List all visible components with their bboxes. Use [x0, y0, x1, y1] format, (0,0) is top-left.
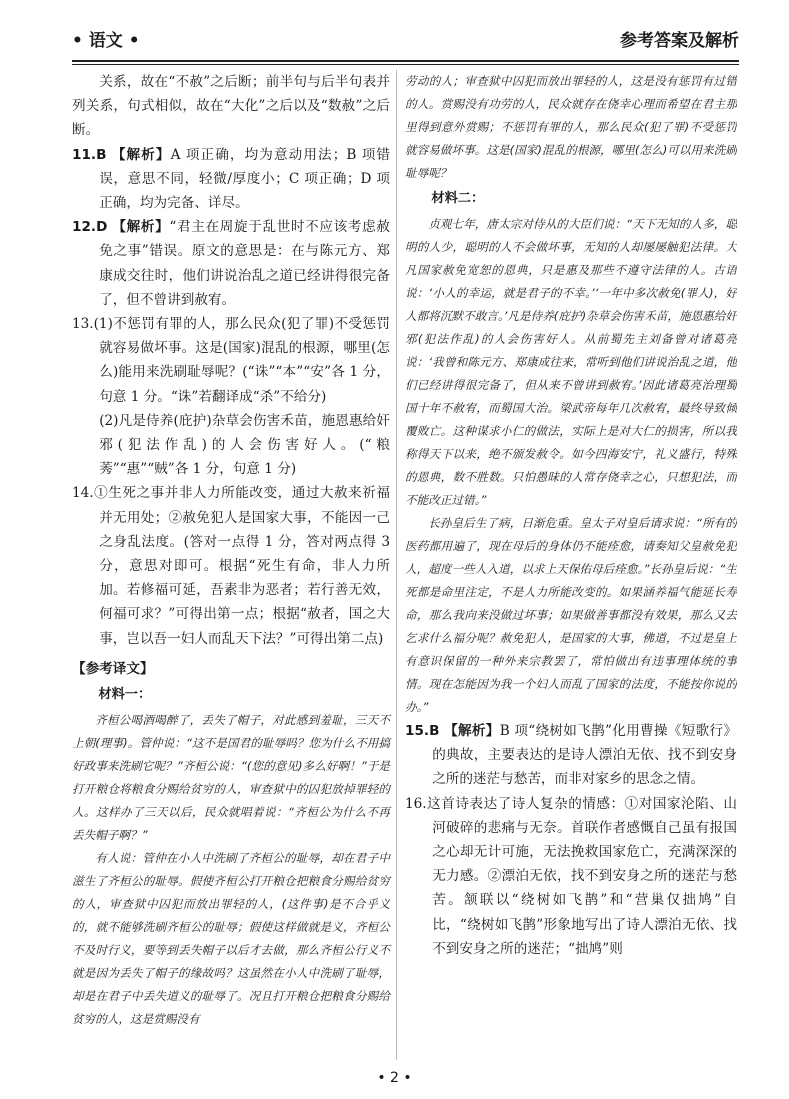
answer-16: 16.这首诗表达了诗人复杂的情感：①对国家沦陷、山河破碎的悲痛与无奈。首联作者感慨自己虽有报国之心却无计可施，无法挽救国家危亡，充满深深的无力感。②漂泊无依，找不到安身之所的迷茫与愁苦。颔联以“绕树如飞鹊”和“营巢仅拙鸠”自比，“绕树如飞鹊”形象地写出了诗人漂泊无依、找不到安身之所的迷茫；“拙鸠”则 — [405, 795, 737, 957]
answer-text: “君主在周旋于乱世时不应该考虑赦免之事”错误。原文的意思是：在与陈元方、郑康成交往时，他们讲说治乱之道已经讲得很完备了，但不曾讲到赦宥。 — [99, 219, 391, 308]
answer-11 — [72, 143, 390, 216]
material-two-paragraph: 贞观七年，唐太宗对侍从的大臣们说：“天下无知的人多，聪明的人少，聪明的人不会做坏事，无知的人却屡屡触犯法律。大凡国家赦免宽恕的恩典，只是惠及那些不遵守法律的人。古语说：‘小人的幸运，就是君子的不幸。’‘一年中多次赦免(罪人)，好人都将沉默不敢言。’凡是侍养(庇护)杂草会伤害禾苗，施恩惠给奸邪(犯法作乱)的人会伤害好人。从前蜀先主刘备曾对诸葛亮说：‘我曾和陈元方、郑康成往来，常听到他们讲说治乱之道，他们已经讲得很完备了，但从来不曾讲到赦宥。’因此诸葛亮治理蜀国十年不赦宥，而蜀国大治。梁武帝每年几次赦宥，最终导致倾覆败亡。这种谋求小仁的做法，实际上是对大仁的损害，所以我称得天下以来，绝不颁发赦令。如今四海安宁，礼义盛行，特殊的恩典，数不胜数。只怕愚昧的人常存侥幸之心，只想犯法，而不能改正过错。” — [405, 217, 737, 507]
header-rule-thin — [72, 64, 739, 65]
reference-translation-heading: 【参考译文】 — [72, 660, 154, 677]
analysis-tag: 【解析】 — [444, 723, 500, 739]
answer-15 — [405, 719, 737, 792]
material-one-title: 材料一： — [98, 686, 152, 702]
material-one-paragraph: 齐桓公喝酒喝醉了，丢失了帽子，对此感到羞耻，三天不上朝(理事)。管仲说：“这不是国君的耻辱吗？您为什么不用搞好政事来洗刷它呢？”齐桓公说：“(您的意见)多么好啊！”于是打开粮仓将粮食分赐给贫穷的人，审查狱中的囚犯放掉罪轻的人。这样办了三天以后，民众就唱着说：“齐桓公为什么不再丢失帽子啊？” — [72, 712, 390, 842]
page-number: • 2 • — [377, 1070, 412, 1086]
answer-number: 12.D — [72, 219, 108, 236]
answer-paragraph: 关系，故在“不赦”之后断；前半句与后半句表并列关系，句式相似，故在“大化”之后以及“数赦”之后断。 — [72, 74, 390, 139]
answer-text: B 项“绕树如飞鹊”化用曹操《短歌行》的典故，主要表达的是诗人漂泊无依、找不到安身之所的迷茫与愁苦，而非对家乡的思念之情。 — [432, 723, 737, 788]
answer-text: A 项正确，均为意动用法；B 项错误，意思不同，轻微/厚度小；C 项正确；D 项正确，均为完备、详尽。 — [99, 146, 390, 212]
analysis-tag: 【解析】 — [112, 219, 170, 236]
material-one-continued: 劳动的人；审查狱中囚犯而放出罪轻的人，这是没有惩罚有过错的人。赏赐没有功劳的人，民众就存在侥幸心理而希望在君主那里得到意外赏赐；不惩罚有罪的人，那么民众(犯了罪)不受惩罚就容易做坏事。这是(国家)混乱的根源，哪里(怎么)可以用来洗刷耻辱呢？ — [405, 74, 737, 180]
material-two-paragraph: 长孙皇后生了病，日渐危重。皇太子对皇后请求说：“所有的医药都用遍了，现在母后的身体仍不能痊愈，请奏知父皇赦免犯人，超度一些人入道，以求上天保佑母后痊愈。”长孙皇后说：“生死都是命里注定，不是人力所能改变的。如果涵养福气能延长寿命，那么我向来没做过坏事；如果做善事都没有效果，那么又去乞求什么福分呢？赦免犯人，是国家的大事，佛道，不过是皇上有意识保留的一种外来宗教罢了，常怕做出有违事理体统的事情。现在怎能因为我一个妇人而乱了国家的法度，不能按你说的办。” — [405, 516, 737, 714]
page-header — [72, 20, 739, 50]
answer-13-part2: (2)凡是侍养(庇护)杂草会伤害禾苗，施恩惠给奸邪(犯法作乱)的人会伤害好人。(“粮莠”“惠”“贼”各 1 分，句意 1 分) — [99, 412, 390, 478]
analysis-tag: 【解析】 — [111, 146, 171, 163]
material-one-paragraph: 有人说：管仲在小人中洗刷了齐桓公的耻辱，却在君子中滋生了齐桓公的耻辱。假使齐桓公打开粮仓把粮食分赐给贫穷的人，审查狱中囚犯而放出罪轻的人，(这件事)是不合乎义的，就不能够洗刷齐桓公的耻辱；假使这样做就是义，齐桓公不及时行义，要等到丢失帽子以后才去做，那么齐桓公行义不就是因为丢失了帽子的缘故吗？这虽然在小人中洗刷了耻辱，却是在君子中丢失道义的耻辱了。况且打开粮仓把粮食分赐给贫穷的人，这是赏赐没有 — [72, 850, 390, 1026]
answer-number: 11.B — [72, 146, 107, 163]
header-title: 参考答案及解析 — [620, 31, 739, 51]
material-two-title: 材料二： — [431, 191, 485, 206]
header-rule — [72, 60, 739, 62]
right-column — [405, 70, 737, 1060]
answer-13-part1: 13.(1)不惩罚有罪的人，那么民众(犯了罪)不受惩罚就容易做坏事。这是(国家)混乱的根源，哪里(怎么)能用来洗刷耻辱呢？(“诛”“本”“安”各 1 分，句意 1 分。“诛”若翻译成“杀”不给分) — [72, 316, 390, 405]
answer-14: 14.①生死之事并非人力所能改变，通过大赦来祈福并无用处；②赦免犯人是国家大事，不能因一己之身乱法度。(答对一点得 1 分，答对两点得 3 分，意思对即可。根据“死生有命，非人力所加。若修福可延，吾素非为恶者；若行善无效，何福可求？”可得出第一点；根据“赦者，国之大事，岂以吾一妇人而乱天下法？”可得出第二点) — [72, 485, 390, 647]
subject-label: • 语文 • — [72, 31, 140, 51]
left-column — [72, 70, 397, 1060]
answer-12 — [72, 215, 390, 312]
answer-number: 15.B — [405, 723, 440, 739]
